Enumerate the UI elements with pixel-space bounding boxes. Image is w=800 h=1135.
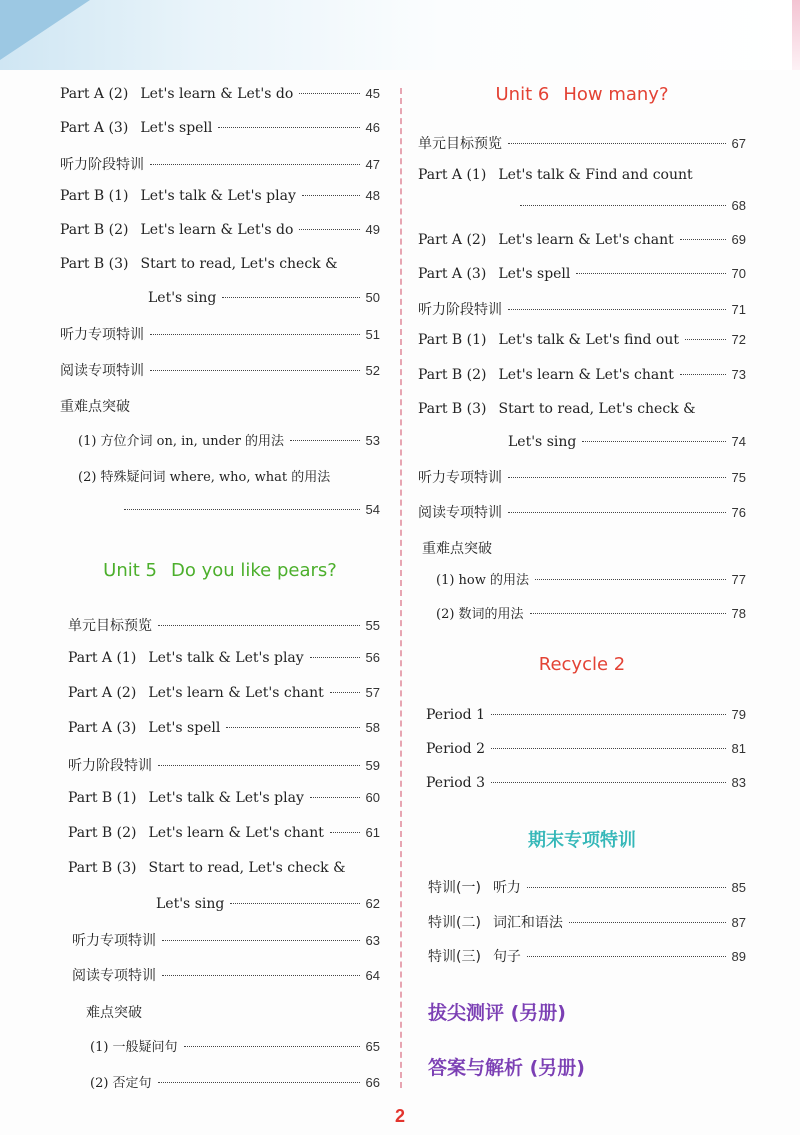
toc-entry[interactable]: 68 (514, 198, 746, 222)
toc-entry[interactable]: (1) how 的用法 77 (436, 572, 746, 588)
page-number: 2 (394, 1106, 405, 1126)
toc-entry[interactable]: 听力专项特训 75 (418, 470, 746, 486)
toc-entry[interactable]: 听力阶段特训 59 (68, 758, 380, 774)
edge-decoration (792, 0, 800, 70)
toc-entry[interactable]: Part A (2) Let's learn & Let's do 45 (60, 86, 380, 102)
toc-entry[interactable]: 听力阶段特训 47 (60, 157, 380, 173)
toc-entry[interactable]: Part A (1) Let's talk & Let's play 56 (68, 650, 380, 666)
toc-entry[interactable]: 特训(二) 词汇和语法 87 (428, 915, 746, 931)
toc-entry[interactable]: (2) 特殊疑问词 where, who, what 的用法 (78, 470, 331, 485)
toc-entry[interactable]: Part A (3) Let's spell 58 (68, 720, 380, 736)
toc-entry[interactable]: Period 2 81 (426, 741, 746, 757)
column-divider (400, 88, 402, 1088)
toc-entry[interactable]: Part B (1) Let's talk & Let's find out 72 (418, 332, 746, 348)
toc-entry[interactable]: Period 3 83 (426, 775, 746, 791)
section-heading: 难点突破 (86, 1005, 142, 1021)
toc-entry[interactable]: Part B (3) Start to read, Let's check & (418, 401, 696, 417)
toc-entry[interactable]: Part B (2) Let's learn & Let's do 49 (60, 222, 380, 238)
toc-entry[interactable]: Let's sing 74 (508, 434, 746, 450)
toc-entry[interactable]: Part B (1) Let's talk & Let's play 48 (60, 188, 380, 204)
toc-entry[interactable]: 单元目标预览 67 (418, 136, 746, 152)
toc-entry[interactable]: Part A (3) Let's spell 70 (418, 266, 746, 282)
toc-entry[interactable]: 阅读专项特训 52 (60, 363, 380, 379)
toc-entry[interactable]: 听力专项特训 63 (72, 933, 380, 949)
toc-entry[interactable]: Let's sing 50 (148, 290, 380, 306)
toc-entry[interactable]: 阅读专项特训 64 (72, 968, 380, 984)
recycle2-title: Recycle 2 (538, 654, 626, 675)
final-title: 期末专项特训 (528, 830, 636, 851)
unit6-title: Unit 6 How many? (495, 84, 669, 105)
toc-entry[interactable]: 听力专项特训 51 (60, 327, 380, 343)
right-column (418, 0, 746, 1135)
toc-entry[interactable]: Part B (2) Let's learn & Let's chant 73 (418, 367, 746, 383)
extra-test-heading[interactable]: 拔尖测评 (另册) (428, 1002, 566, 1024)
toc-entry[interactable]: (2) 数词的用法 78 (436, 606, 746, 622)
toc-entry[interactable]: (1) 方位介词 on, in, under 的用法 53 (78, 433, 380, 449)
toc-entry[interactable]: 特训(一) 听力 85 (428, 880, 746, 896)
toc-entry[interactable]: Part B (3) Start to read, Let's check & (68, 860, 346, 876)
toc-entry[interactable]: Part A (1) Let's talk & Find and count (418, 167, 693, 183)
section-heading: 重难点突破 (60, 399, 130, 415)
toc-entry[interactable]: 54 (118, 502, 380, 526)
toc-entry[interactable]: (1) 一般疑问句 65 (90, 1039, 380, 1055)
toc-entry[interactable]: Part B (2) Let's learn & Let's chant 61 (68, 825, 380, 841)
toc-entry[interactable]: Part A (2) Let's learn & Let's chant 57 (68, 685, 380, 701)
answers-heading[interactable]: 答案与解析 (另册) (428, 1057, 585, 1079)
section-heading: 重难点突破 (422, 541, 492, 557)
toc-entry[interactable]: 单元目标预览 55 (68, 618, 380, 634)
toc-entry[interactable]: Part A (2) Let's learn & Let's chant 69 (418, 232, 746, 248)
toc-entry[interactable]: Part B (1) Let's talk & Let's play 60 (68, 790, 380, 806)
toc-entry[interactable]: 听力阶段特训 71 (418, 302, 746, 318)
toc-entry[interactable]: 特训(三) 句子 89 (428, 949, 746, 965)
toc-entry[interactable]: 阅读专项特训 76 (418, 505, 746, 521)
toc-entry[interactable]: Period 1 79 (426, 707, 746, 723)
unit5-title: Unit 5 Do you like pears? (103, 560, 337, 581)
toc-entry[interactable]: (2) 否定句 66 (90, 1075, 380, 1091)
toc-entry[interactable]: Part A (3) Let's spell 46 (60, 120, 380, 136)
toc-entry[interactable]: Part B (3) Start to read, Let's check & (60, 256, 338, 272)
left-column (60, 0, 380, 1135)
toc-entry[interactable]: Let's sing 62 (156, 896, 380, 912)
